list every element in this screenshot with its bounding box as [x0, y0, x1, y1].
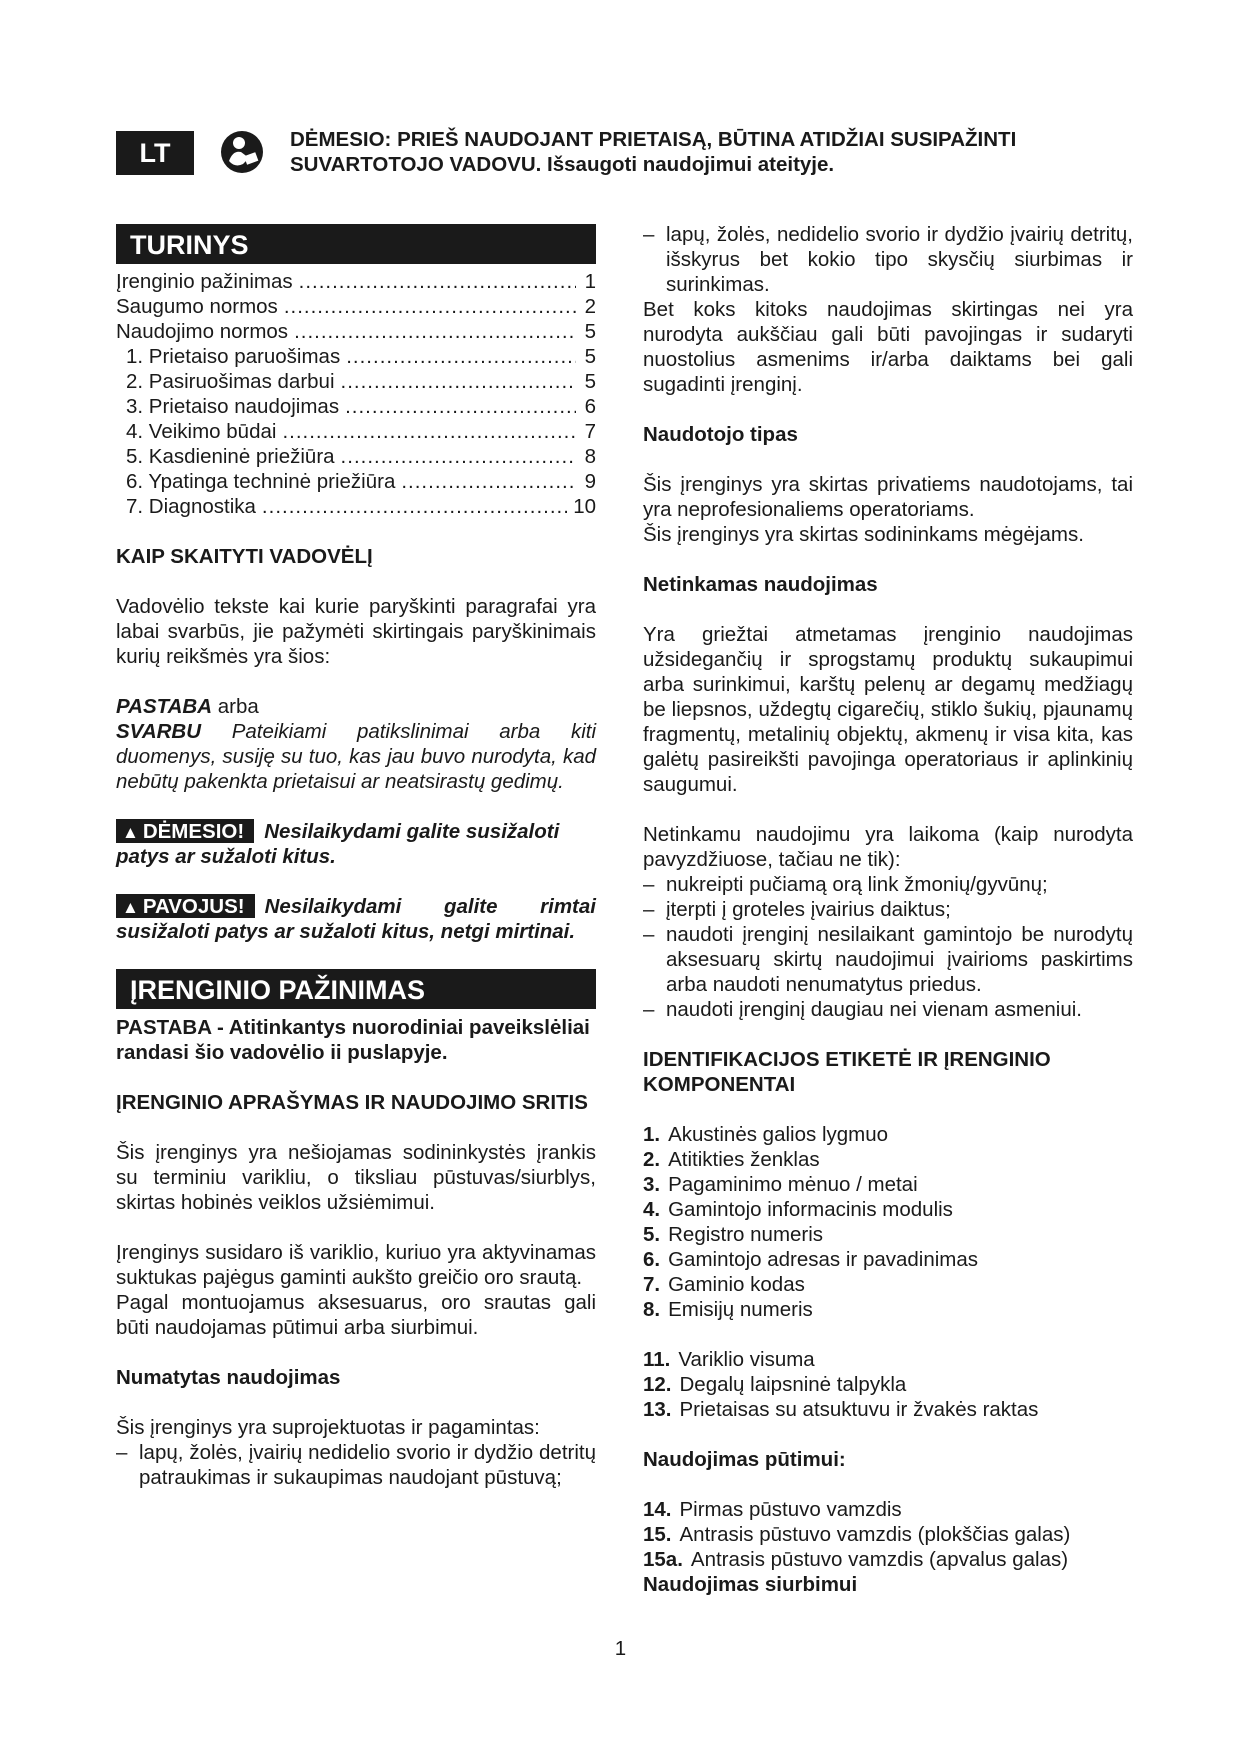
toc-item-page: 2 [584, 295, 596, 318]
intro-note: PASTABA - Atitinkantys nuorodiniai paveikslėliai randasi šio vadovėlio ii puslapyje. [116, 1016, 590, 1064]
intended-use-list [116, 1440, 596, 1490]
description-paragraph-1: Šis įrenginys yra nešiojamas sodininkystės įrankis su terminiu varikliu, o tiksliau pūstuvas/siurblys, skirtas hobinės veiklos užsiėmimui. [116, 1141, 596, 1214]
toc-item [116, 269, 596, 294]
read-manual-icon [219, 128, 265, 176]
danger-tag-text: PAVOJUS! [142, 895, 245, 918]
toc-item-page: 5 [584, 320, 596, 343]
language-badge: LT [116, 131, 194, 175]
intended-use-heading: Numatytas naudojimas [116, 1366, 341, 1389]
danger-legend [116, 894, 596, 944]
list-item: 15a. Antrasis pūstuvo vamzdis (apvalus galas) [643, 1548, 1069, 1571]
how-to-read-paragraph: Vadovėlio tekste kai kurie paryškinti paragrafai yra labai svarbūs, jie pažymėti skirtingais paryškinimais kurių reikšmės yra šios: [116, 595, 596, 668]
toc-item [116, 319, 596, 344]
attention-tag-text: DĖMESIO! [142, 820, 245, 843]
blowing-use-list [643, 1497, 1133, 1572]
important-label: SVARBU [116, 720, 202, 743]
toc-item-page: 7 [584, 420, 596, 443]
header-warning-line2: SUVARTOTOJO VADOVU. Išsaugoti naudojimui ateityje. [290, 153, 835, 176]
toc-item [116, 444, 596, 469]
list-item: – įterpti į groteles įvairius daiktus; [643, 897, 1133, 922]
toc-item [116, 419, 596, 444]
danger-tag [116, 894, 255, 918]
toc-item-label: Naudojimo normos [116, 320, 289, 343]
intended-use-note: Bet koks kitoks naudojimas skirtingas nei yra nurodyta aukščiau gali būti pavojingas ir sudaryti nuostolius asmenims ir/arba daiktams bei gali sugadinti įrenginį. [643, 298, 1133, 396]
list-item: 3. Pagaminimo mėnuo / metai [643, 1173, 918, 1196]
intended-use-list-continued [643, 222, 1133, 297]
user-type-paragraph-2: Šis įrenginys yra skirtas sodininkams mėgėjams. [643, 523, 1084, 546]
toc-item-page: 1 [584, 270, 596, 293]
toc-item-page: 5 [584, 370, 596, 393]
right-column [643, 222, 1133, 1597]
note-legend [116, 694, 596, 719]
components-list [643, 1347, 1133, 1422]
toc-item-label: 6. Ypatinga techninė priežiūra [126, 470, 396, 493]
blowing-use-heading: Naudojimas pūtimui: [643, 1448, 846, 1471]
suction-use-heading: Naudojimas siurbimui [643, 1573, 858, 1596]
list-item: 12. Degalų laipsninė talpykla [643, 1373, 907, 1396]
user-type-paragraph-1: Šis įrenginys yra skirtas privatiems naudotojams, tai yra neprofesionaliems operatoriams. [643, 473, 1133, 521]
improper-use-list [643, 872, 1133, 1022]
description-paragraph-2: Įrenginys susidaro iš variklio, kuriuo yra aktyvinamas suktukas pajėgus gaminti aukšto greičio oro srautą. [116, 1241, 596, 1289]
list-item: 15. Antrasis pūstuvo vamzdis (plokščias galas) [643, 1523, 1071, 1546]
toc-item-label: Saugumo normos [116, 295, 278, 318]
list-item: 11. Variklio visuma [643, 1348, 815, 1371]
contents-title: TURINYS [116, 224, 596, 264]
attention-text: Nesilaikydami galite susižaloti patys ar sužaloti kitus. [116, 820, 560, 868]
page-number: 1 [614, 1637, 627, 1660]
toc-item-label: 5. Kasdieninė priežiūra [126, 445, 335, 468]
list-item: 6. Gamintojo adresas ir pavadinimas [643, 1248, 979, 1271]
toc-item-page: 9 [584, 470, 596, 493]
toc-item [116, 494, 596, 519]
toc-item [116, 294, 596, 319]
list-item: 13. Prietaisas su atsuktuvu ir žvakės raktas [643, 1398, 1039, 1421]
list-item: 1. Akustinės galios lygmuo [643, 1123, 889, 1146]
how-to-read-heading: KAIP SKAITYTI VADOVĖLĮ [116, 545, 373, 568]
list-item: – lapų, žolės, įvairių nedidelio svorio ir dydžio detritų patraukimas ir sukaupimas naudojant pūstuvą; [116, 1440, 596, 1490]
toc-item-page: 5 [584, 345, 596, 368]
list-item: 5. Registro numeris [643, 1223, 824, 1246]
list-item: – lapų, žolės, nedidelio svorio ir dydžio įvairių detritų, išskyrus bet kokio tipo skysčių siurbimas ir surinkimas. [643, 222, 1133, 297]
labels-list [643, 1122, 1133, 1322]
user-type-heading: Naudotojo tipas [643, 423, 798, 446]
toc-item-label: Įrenginio pažinimas [116, 270, 293, 293]
toc-item [116, 394, 596, 419]
danger-text: Nesilaikydami galite rimtai susižaloti patys ar sužaloti kitus, netgi mirtinai. [116, 895, 596, 943]
header-warning [290, 127, 1160, 177]
description-paragraph-3: Pagal montuojamus aksesuarus, oro srautas gali būti naudojamas pūtimui arba siurbimui. [116, 1291, 596, 1339]
attention-tag [116, 819, 254, 843]
left-column [116, 222, 596, 1490]
list-item: – naudoti įrenginį nesilaikant gamintojo be nurodytų aksesuarų skirtų naudojimui įvairioms paskirtims arba naudoti nenumatytus priedus. [643, 922, 1133, 997]
intended-use-intro: Šis įrenginys yra suprojektuotas ir pagamintas: [116, 1416, 540, 1439]
toc-item-label: 4. Veikimo būdai [126, 420, 277, 443]
toc-item-label: 7. Diagnostika [126, 495, 256, 518]
toc-item-label: 2. Pasiruošimas darbui [126, 370, 335, 393]
list-item: – naudoti įrenginį daugiau nei vienam asmeniui. [643, 997, 1133, 1022]
important-text: Pateikiami patikslinimai arba kiti duomenys, susiję su tuo, kas jau buvo nurodyta, kad nebūtų pakenkta prietaisui ar neatsirastų gedimų. [116, 720, 596, 793]
intro-section-title: ĮRENGINIO PAŽINIMAS [116, 969, 596, 1009]
toc-item-label: 1. Prietaiso paruošimas [126, 345, 341, 368]
list-item: 7. Gaminio kodas [643, 1273, 805, 1296]
header-warning-line1: DĖMESIO: PRIEŠ NAUDOJANT PRIETAISĄ, BŪTINA ATIDŽIAI SUSIPAŽINTI [290, 128, 1017, 151]
improper-use-heading: Netinkamas naudojimas [643, 573, 878, 596]
list-item: 14. Pirmas pūstuvo vamzdis [643, 1498, 902, 1521]
list-item: 8. Emisijų numeris [643, 1298, 813, 1321]
toc-item [116, 469, 596, 494]
toc-item-page: 8 [584, 445, 596, 468]
list-item: 2. Atitikties ženklas [643, 1148, 820, 1171]
toc-item-label: 3. Prietaiso naudojimas [126, 395, 340, 418]
toc-item [116, 369, 596, 394]
improper-use-paragraph-1: Yra griežtai atmetamas įrenginio naudojimas užsidegančių ir sprogstamų produktų sukaupimui arba surinkimui, karštų pelenų ar degamų medžiagų be liepsnos, uždegtų cigarečių, stiklo šukių, pjaunamų fragmentų, metalinių objektų, akmenų ir visa kita, kas galėtų pasireikšti pavojinga operatoriaus ir aplinkinių saugumui. [643, 623, 1133, 796]
labels-heading: IDENTIFIKACIJOS ETIKETĖ IR ĮRENGINIO KOMPONENTAI [643, 1048, 1051, 1096]
table-of-contents [116, 269, 596, 519]
list-item: 4. Gamintojo informacinis modulis [643, 1198, 953, 1221]
list-item: – nukreipti pučiamą orą link žmonių/gyvūnų; [643, 872, 1133, 897]
toc-item [116, 344, 596, 369]
description-heading: ĮRENGINIO APRAŠYMAS IR NAUDOJIMO SRITIS [116, 1091, 588, 1114]
toc-item-page: 6 [584, 395, 596, 418]
improper-use-paragraph-2: Netinkamu naudojimu yra laikoma (kaip nurodyta pavyzdžiuose, tačiau ne tik): [643, 823, 1133, 871]
toc-item-page: 10 [573, 495, 596, 518]
danger-triangle-icon: ▲ [122, 898, 139, 917]
attention-legend [116, 819, 596, 869]
note-or: arba [212, 695, 259, 718]
warning-triangle-icon: ▲ [122, 823, 139, 842]
note-label: PASTABA [116, 695, 213, 718]
important-legend [116, 719, 596, 794]
